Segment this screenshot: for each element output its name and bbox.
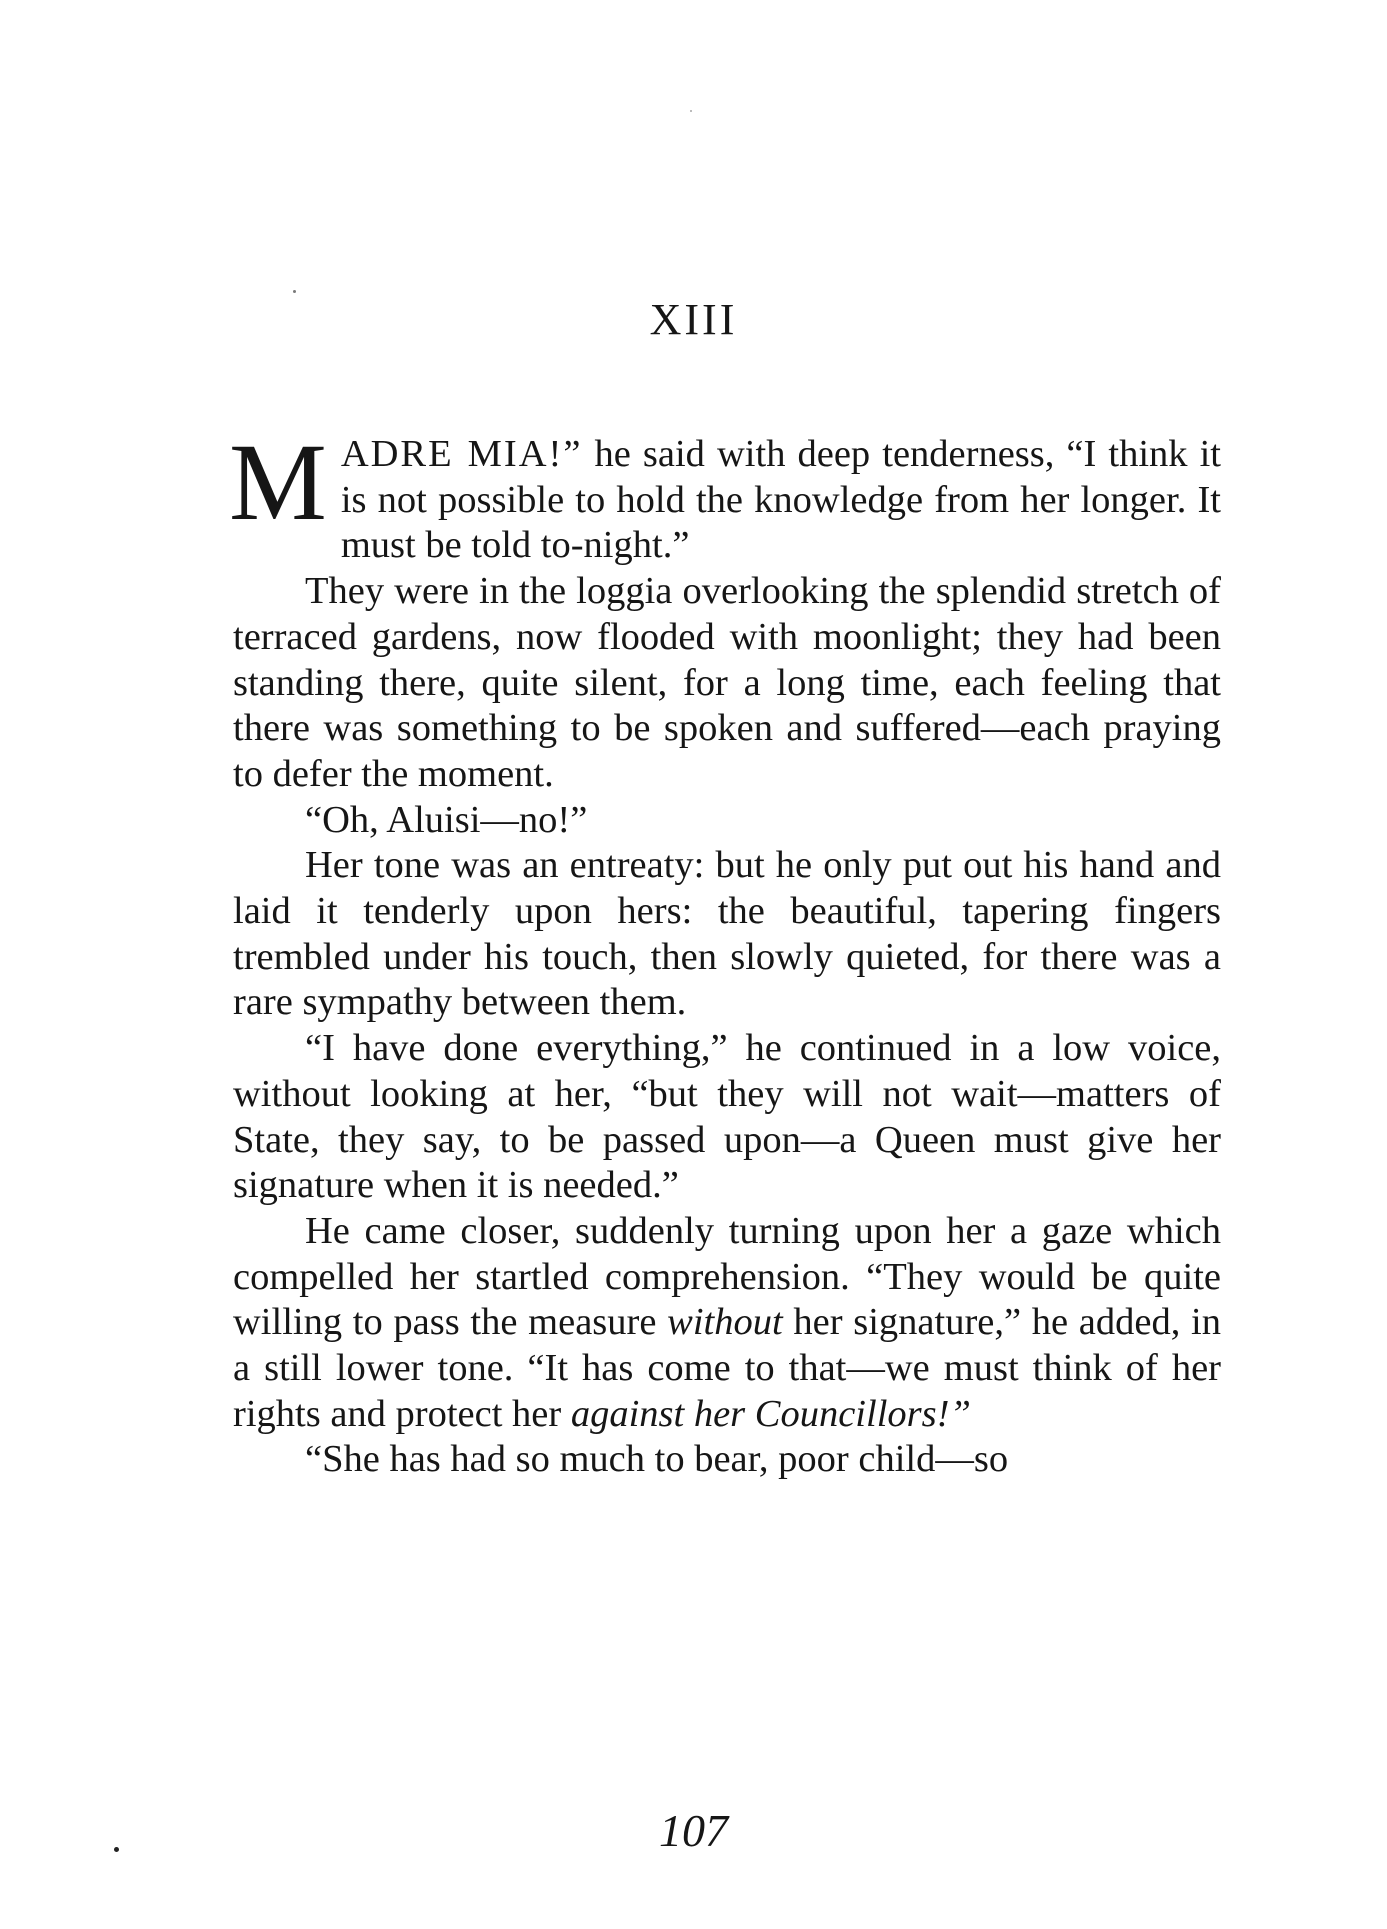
came-closer-text-2: her signature,” he added, in a still lower tone. “It has come to that—we must think of her rights and protect her — [233, 1301, 1221, 1435]
paragraph-came-closer — [233, 1209, 1221, 1438]
scan-speck — [114, 1847, 119, 1852]
body-text — [229, 421, 1221, 1483]
opening-text: he said with deep tenderness, “I think it is not possible to hold the knowledge from her longer. It must be told to-night.” — [340, 433, 1221, 567]
paragraph-so-much-to-bear: “She has had so much to bear, poor child—so — [305, 1438, 1009, 1481]
scan-speck — [293, 290, 296, 293]
italic-without: without — [667, 1301, 783, 1344]
paragraph-entreaty: Her tone was an entreaty: but he only put out his hand and laid it tenderly upon hers: the beautiful, tapering fingers trembled under his touch, then slowly quieted, for there was a rare sympathy between them. — [233, 844, 1221, 1024]
italic-against-councillors: against her Councillors! — [570, 1392, 950, 1435]
opening-paragraph — [229, 421, 1221, 569]
opening-lead-caps: ADRE MIA!” — [340, 433, 583, 475]
paragraph-oh-aluisi: “Oh, Aluisi—no!” — [305, 798, 588, 841]
came-closer-text-1: He came closer, suddenly turning upon her a gaze which compelled her startled comprehension. “They would be quite willing to pass the measure — [233, 1209, 1221, 1344]
chapter-heading: XIII — [649, 295, 738, 344]
drop-cap: M — [229, 421, 327, 543]
page-number: 107 — [659, 1805, 728, 1856]
paragraph-done-everything: “I have done everything,” he continued in a low voice, without looking at her, “but they will not wait—matters of State, they say, to be passed upon—a Queen must give her signature when it is needed.” — [233, 1027, 1221, 1207]
paragraph-loggia: They were in the loggia overlooking the splendid stretch of terraced gardens, now flooded with moonlight; they had been standing there, quite silent, for a long time, each feeling that there was something to be spoken and suffered—each praying to defer the moment. — [233, 570, 1221, 795]
scan-speck — [690, 110, 692, 112]
came-closer-text-3: ” — [949, 1392, 971, 1435]
